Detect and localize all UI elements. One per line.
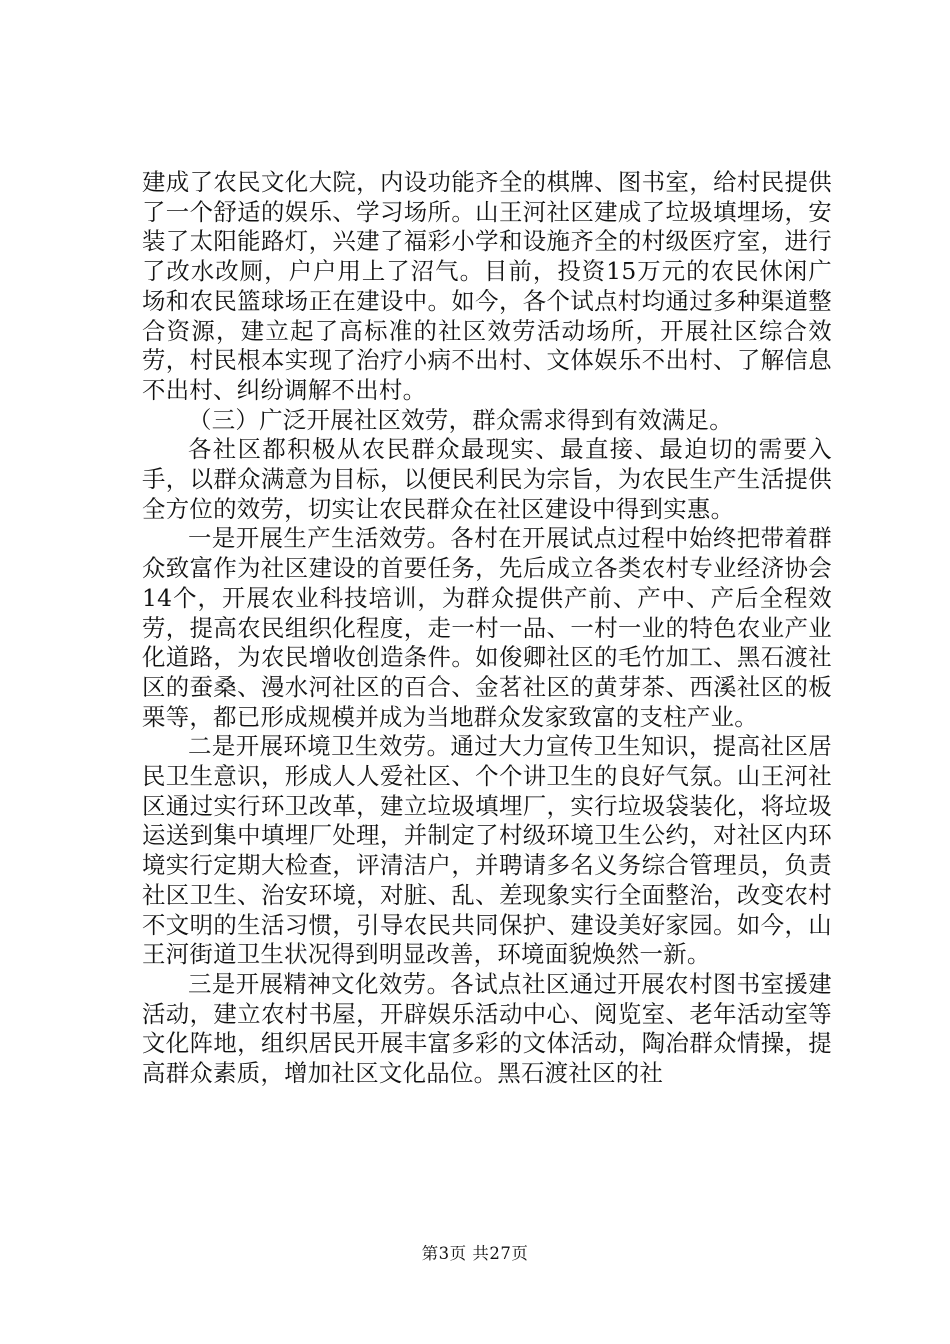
document-body: [142, 168, 832, 1089]
paragraph-1: 建成了农民文化大院，内设功能齐全的棋牌、图书室，给村民提供了一个舒适的娱乐、学习场所。山王河社区建成了垃圾填埋场，安装了太阳能路灯，兴建了福彩小学和设施齐全的村级医疗室，进行了改水改厕，户户用上了沼气。目前，投资15万元的农民休闲广场和农民篮球场正在建设中。如今，各个试点村均通过多种渠道整合资源，建立起了高标准的社区效劳活动场所，开展社区综合效劳，村民根本实现了治疗小病不出村、文体娱乐不出村、了解信息不出村、纠纷调解不出村。: [142, 168, 832, 404]
paragraph-4: 一是开展生产生活效劳。各村在开展试点过程中始终把带着群众致富作为社区建设的首要任务，先后成立各类农村专业经济协会14个，开展农业科技培训，为群众提供产前、产中、产后全程效劳，提高农民组织化程度，走一村一品、一村一业的特色农业产业化道路，为农民增收创造条件。如俊卿社区的毛竹加工、黑石渡社区的蚕桑、漫水河社区的百合、金茗社区的黄芽茶、西溪社区的板栗等，都已形成规模并成为当地群众发家致富的支柱产业。: [142, 524, 832, 731]
section-heading-3: （三）广泛开展社区效劳，群众需求得到有效满足。: [188, 405, 733, 434]
paragraph-5: 二是开展环境卫生效劳。通过大力宣传卫生知识，提高社区居民卫生意识，形成人人爱社区、个个讲卫生的良好气氛。山王河社区通过实行环卫改革，建立垃圾填埋厂，实行垃圾袋装化，将垃圾运送到集中填埋厂处理，并制定了村级环境卫生公约，对社区内环境实行定期大检查，评清洁户，并聘请多名义务综合管理员，负责社区卫生、治安环境，对脏、乱、差现象实行全面整治，改变农村不文明的生活习惯，引导农民共同保护、建设美好家园。如今，山王河街道卫生状况得到明显改善，环境面貌焕然一新。: [142, 732, 832, 969]
paragraph-6: 三是开展精神文化效劳。各试点社区通过开展农村图书室援建活动，建立农村书屋，开辟娱乐活动中心、阅览室、老年活动室等文化阵地，组织居民开展丰富多彩的文体活动，陶冶群众情操，提高群众素质，增加社区文化品位。黑石渡社区的社: [142, 969, 832, 1088]
page-number-footer: 第3页 共27页: [421, 1244, 529, 1263]
paragraph-3: 各社区都积极从农民群众最现实、最直接、最迫切的需要入手，以群众满意为目标，以便民利民为宗旨，为农民生产生活提供全方位的效劳，切实让农民群众在社区建设中得到实惠。: [142, 435, 832, 523]
